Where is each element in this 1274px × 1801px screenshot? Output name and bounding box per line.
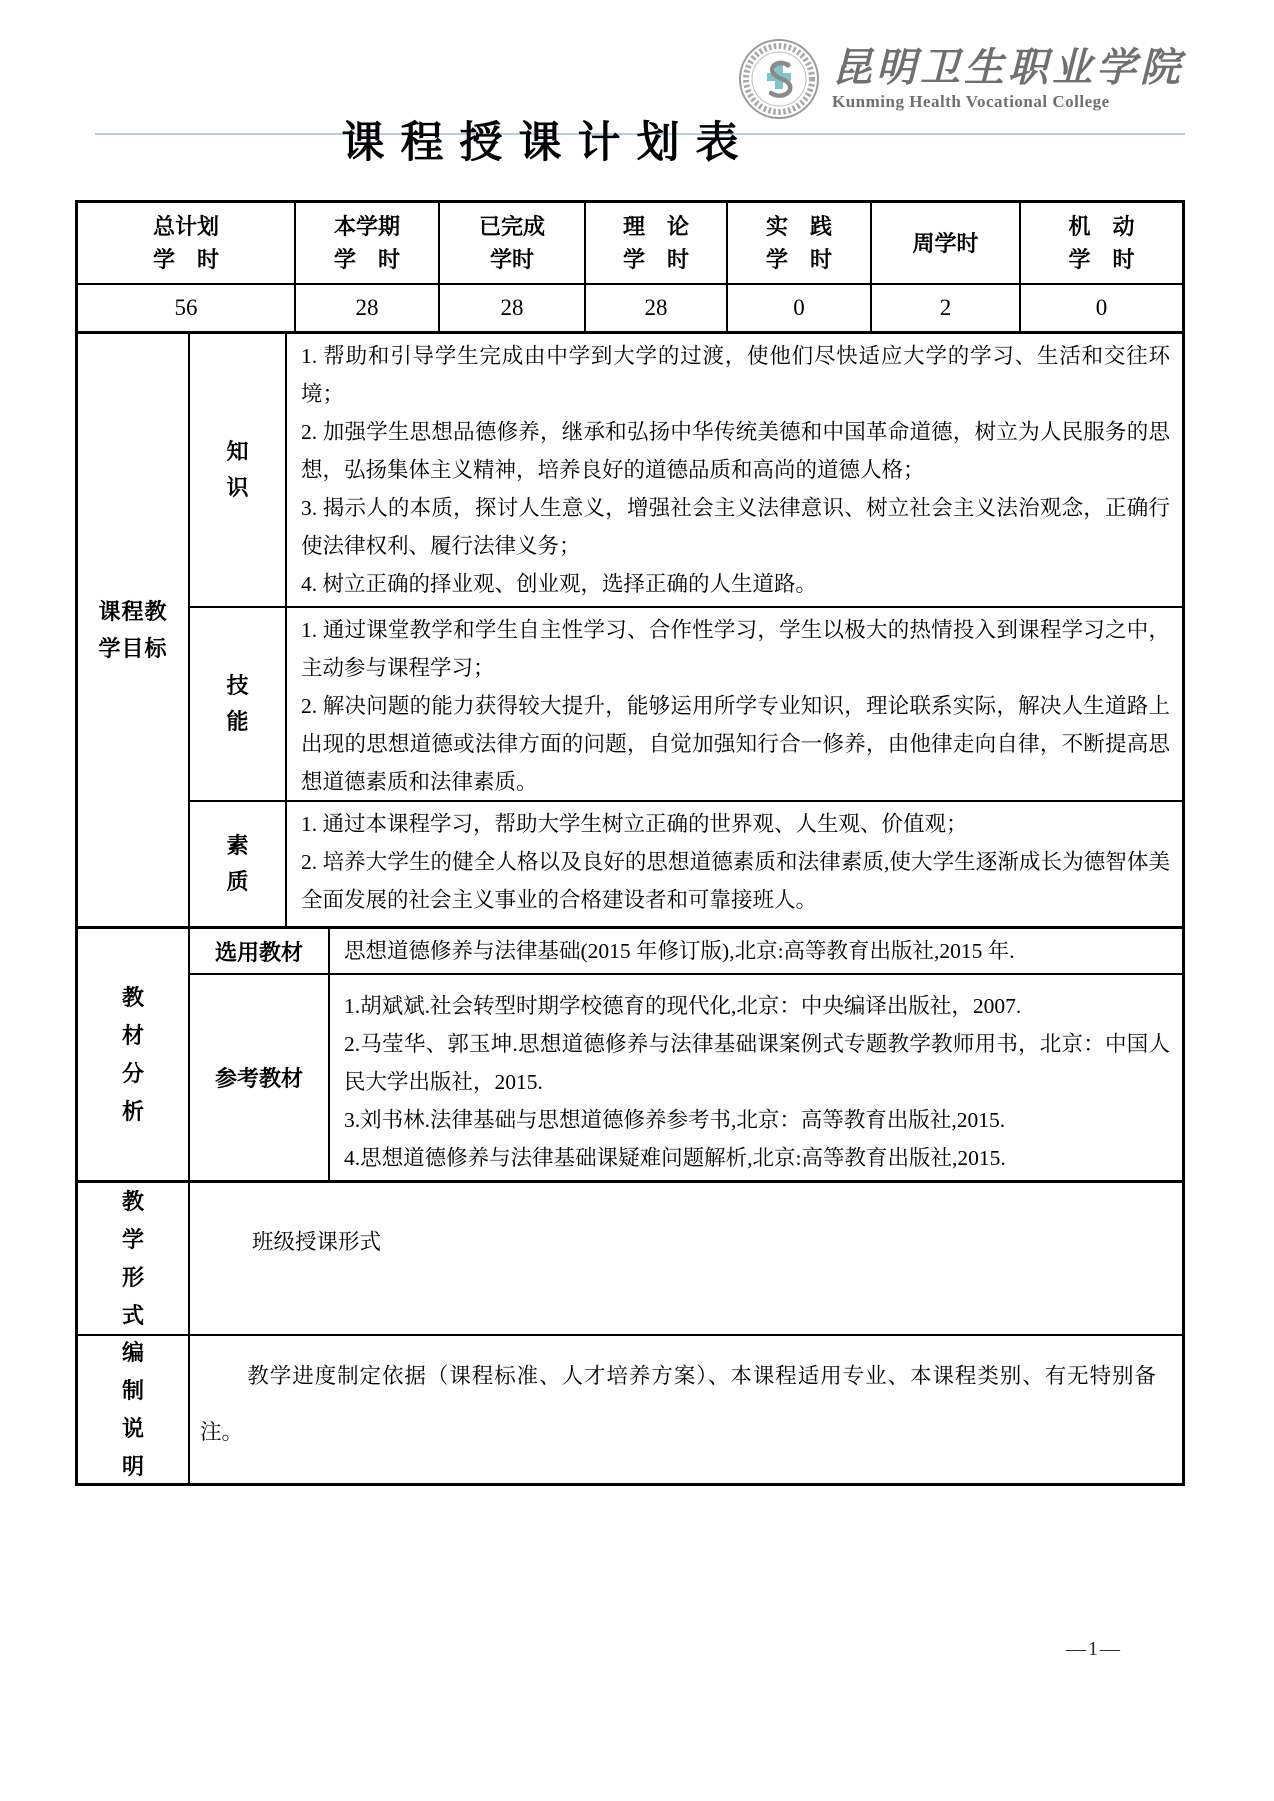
hours-header-cell bbox=[1019, 203, 1182, 283]
hours-header-line: 实 践 bbox=[765, 214, 832, 239]
goal-item: 4. 树立正确的择业观、创业观，选择正确的人生道路。 bbox=[301, 572, 818, 596]
materials-section-label bbox=[78, 929, 188, 1180]
goals-section bbox=[78, 331, 1182, 926]
goal-content-quality bbox=[285, 802, 1182, 926]
goal-content-skill bbox=[285, 608, 1182, 800]
hours-value-cell: 56 bbox=[174, 295, 198, 320]
materials-body bbox=[188, 929, 1182, 1180]
reference-textbook-label bbox=[188, 975, 328, 1180]
goal-sublabel-skill bbox=[188, 608, 285, 800]
goals-body bbox=[188, 334, 1182, 926]
reference-item: 4.思想道德修养与法律基础课疑难问题解析,北京:高等教育出版社,2015. bbox=[344, 1146, 1006, 1170]
goal-sublabel-text: 知识 bbox=[226, 439, 249, 500]
materials-section bbox=[78, 926, 1182, 1180]
hours-header-line: 周学时 bbox=[912, 230, 979, 256]
teaching-form-content bbox=[188, 1183, 1182, 1334]
teaching-form-row bbox=[78, 1180, 1182, 1334]
college-name-en: Kunming Health Vocational College bbox=[832, 92, 1110, 111]
hours-value-cell: 28 bbox=[438, 285, 584, 331]
reference-item: 2.马莹华、郭玉坤.思想道德修养与法律基础课案例式专题教学教师用书，北京：中国人民大学出版社，2015. bbox=[344, 1032, 1170, 1094]
college-logo bbox=[738, 38, 1184, 120]
page-number: —1— bbox=[1066, 1638, 1122, 1660]
reference-textbook-content bbox=[328, 975, 1182, 1180]
hours-header-line: 学 时 bbox=[622, 247, 689, 272]
goals-section-label bbox=[78, 334, 188, 926]
reference-textbook-label-text: 参考教材 bbox=[214, 1066, 303, 1091]
goal-item: 3. 揭示人的本质，探讨人生意义，增强社会主义法律意识、树立社会主义法治观念，正确行使法律权利、履行法律义务； bbox=[301, 496, 1170, 558]
hours-values-row bbox=[78, 283, 1182, 331]
hours-header-cell bbox=[78, 203, 294, 283]
selected-textbook-label bbox=[188, 929, 328, 973]
goal-sublabel-knowledge bbox=[188, 334, 285, 606]
hours-header-line: 机 动 bbox=[1068, 214, 1135, 239]
reference-textbook-row bbox=[188, 973, 1182, 1180]
notes-label bbox=[78, 1336, 188, 1483]
course-plan-table bbox=[75, 200, 1185, 1486]
goal-item: 2. 培养大学生的健全人格以及良好的思想道德素质和法律素质,使大学生逐渐成长为德智体美全面发展的社会主义事业的合格建设者和可靠接班人。 bbox=[301, 850, 1170, 912]
hours-value-cell: 0 bbox=[726, 285, 870, 331]
hours-header-line: 学 时 bbox=[765, 247, 832, 272]
notes-text: 教学进度制定依据（课程标准、人才培养方案）、本课程适用专业、本课程类别、有无特别备注。 bbox=[200, 1364, 1156, 1444]
page-title: 课程授课计划表 bbox=[341, 120, 755, 167]
college-name-block bbox=[832, 45, 1184, 113]
goal-row-skill bbox=[188, 606, 1182, 800]
hours-header-line: 已完成 bbox=[478, 214, 545, 239]
hours-header-line: 学时 bbox=[489, 247, 534, 272]
hours-header-line: 学 时 bbox=[152, 247, 219, 272]
hours-value-cell: 2 bbox=[870, 285, 1019, 331]
selected-textbook-row bbox=[188, 929, 1182, 973]
teaching-form-label-text: 教学形式 bbox=[121, 1188, 144, 1328]
hours-header-line: 理 论 bbox=[622, 214, 689, 239]
notes-row bbox=[78, 1334, 1182, 1483]
goal-row-quality bbox=[188, 800, 1182, 926]
college-name-cn: 昆明卫生职业学院 bbox=[832, 45, 1184, 90]
selected-textbook-content bbox=[328, 929, 1182, 973]
goals-section-label-text: 课程教学目标 bbox=[98, 599, 168, 661]
reference-item: 3.刘书林.法律基础与思想道德修养参考书,北京：高等教育出版社,2015. bbox=[344, 1108, 1006, 1132]
reference-item: 1.胡斌斌.社会转型时期学校德育的现代化,北京：中央编译出版社，2007. bbox=[344, 994, 1022, 1018]
goal-sublabel-text: 技能 bbox=[226, 673, 249, 734]
hours-header-row bbox=[78, 203, 1182, 283]
hours-header-line: 学 时 bbox=[1068, 247, 1135, 272]
teaching-form-label bbox=[78, 1183, 188, 1334]
goal-item: 1. 帮助和引导学生完成由中学到大学的过渡，使他们尽快适应大学的学习、生活和交往环境； bbox=[301, 344, 1170, 406]
goal-item: 2. 加强学生思想品德修养，继承和弘扬中华传统美德和中国革命道德，树立为人民服务的思想，弘扬集体主义精神，培养良好的道德品质和高尚的道德人格； bbox=[301, 420, 1170, 482]
hours-header-line: 总计划 bbox=[152, 214, 219, 239]
goal-item: 1. 通过本课程学习，帮助大学生树立正确的世界观、人生观、价值观； bbox=[301, 812, 968, 836]
hours-value-cell: 28 bbox=[584, 285, 726, 331]
goal-sublabel-quality bbox=[188, 802, 285, 926]
notes-label-text: 编制说明 bbox=[121, 1339, 144, 1479]
college-seal-icon bbox=[738, 38, 820, 120]
hours-header-cell bbox=[584, 203, 726, 283]
goal-row-knowledge bbox=[188, 334, 1182, 606]
hours-header-line: 本学期 bbox=[333, 214, 400, 239]
materials-section-label-text: 教材分析 bbox=[121, 984, 144, 1124]
hours-value-cell: 28 bbox=[294, 285, 438, 331]
hours-header-cell bbox=[726, 203, 870, 283]
goal-sublabel-text: 素质 bbox=[226, 833, 249, 894]
teaching-form-text: 班级授课形式 bbox=[252, 1230, 382, 1254]
hours-header-cell bbox=[870, 203, 1019, 283]
selected-textbook-text: 思想道德修养与法律基础(2015 年修订版),北京:高等教育出版社,2015 年. bbox=[344, 939, 1015, 963]
goal-item: 2. 解决问题的能力获得较大提升，能够运用所学专业知识，理论联系实际，解决人生道路上出现的思想道德或法律方面的问题，自觉加强知行合一修养，由他律走向自律，不断提高思想道德素质和法律素质。 bbox=[301, 694, 1170, 794]
hours-header-line: 学 时 bbox=[333, 247, 400, 272]
goal-item: 1. 通过课堂教学和学生自主性学习、合作性学习，学生以极大的热情投入到课程学习之中，主动参与课程学习； bbox=[301, 618, 1170, 680]
selected-textbook-label-text: 选用教材 bbox=[214, 939, 303, 965]
notes-content bbox=[188, 1336, 1182, 1483]
hours-value-cell: 0 bbox=[1019, 285, 1182, 331]
hours-header-cell bbox=[438, 203, 584, 283]
goal-content-knowledge bbox=[285, 334, 1182, 606]
hours-header-cell bbox=[294, 203, 438, 283]
